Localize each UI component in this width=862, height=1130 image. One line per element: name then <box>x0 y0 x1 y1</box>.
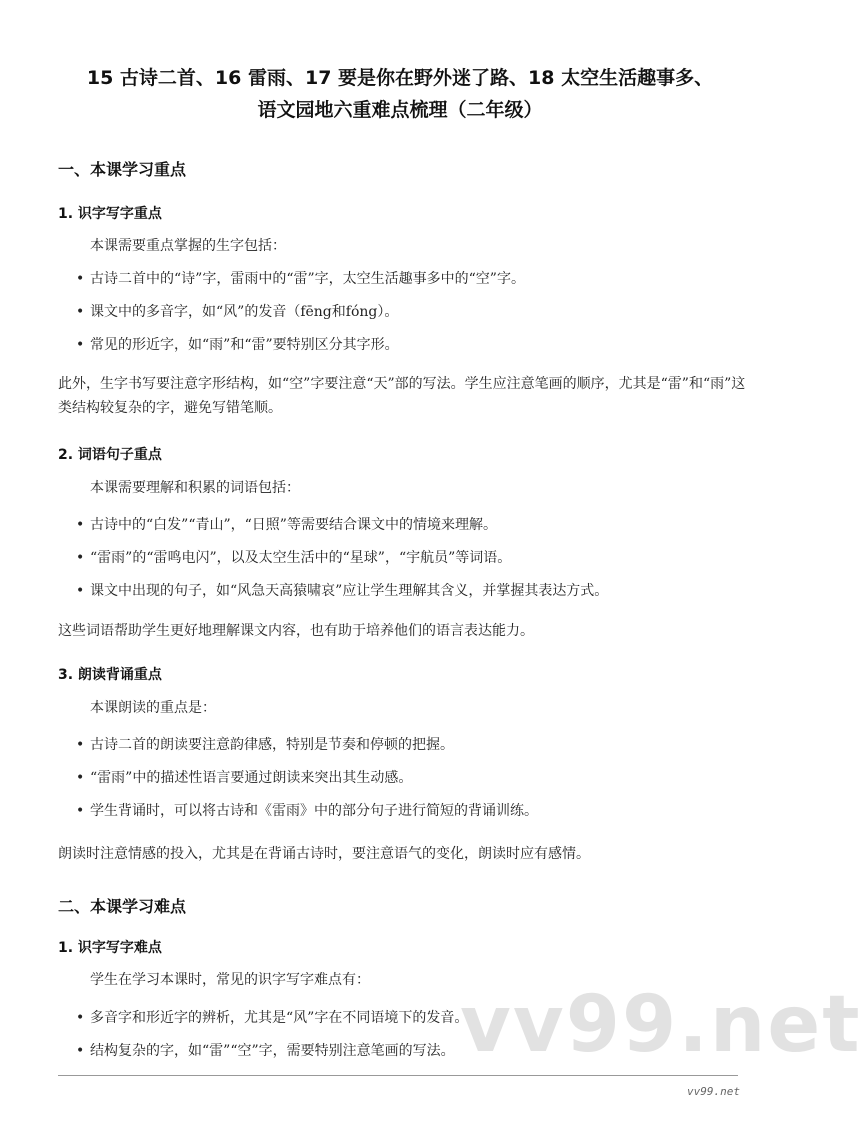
list-item: • 结构复杂的字，如“雷”“空”字，需要特别注意笔画的写法。 <box>76 1043 455 1059</box>
list-item: • “雷雨”中的描述性语言要通过朗读来突出其生动感。 <box>76 770 413 786</box>
paragraph: 这些词语帮助学生更好地理解课文内容，也有助于培养他们的语言表达能力。 <box>58 623 534 639</box>
intro-text: 学生在学习本课时，常见的识字写字难点有： <box>90 972 370 988</box>
bullet-icon: • <box>76 304 85 320</box>
subheading-vocabulary: 2. 词语句子重点 <box>58 447 162 463</box>
bullet-icon: • <box>76 550 85 566</box>
bullet-icon: • <box>76 583 85 599</box>
bullet-icon: • <box>76 1010 85 1026</box>
bullet-icon: • <box>76 803 85 819</box>
footer-site: vv99.net <box>687 1085 740 1098</box>
subheading-literacy: 1. 识字写字重点 <box>58 206 162 222</box>
bullet-icon: • <box>76 770 85 786</box>
subheading-reading: 3. 朗读背诵重点 <box>58 667 162 683</box>
list-item: • 古诗二首的朗读要注意韵律感，特别是节奏和停顿的把握。 <box>76 737 454 753</box>
list-item: • 古诗中的“白发”“青山”，“日照”等需要结合课文中的情境来理解。 <box>76 517 497 533</box>
paragraph: 朗读时注意情感的投入，尤其是在背诵古诗时，要注意语气的变化，朗读时应有感情。 <box>58 846 590 862</box>
title-line-1: 15 古诗二首、16 雷雨、17 要是你在野外迷了路、18 太空生活趣事多、 <box>86 67 714 89</box>
list-item: • 古诗二首中的“诗”字，雷雨中的“雷”字，太空生活趣事多中的“空”字。 <box>76 271 525 287</box>
list-item: • “雷雨”的“雷鸣电闪”，以及太空生活中的“星球”，“宇航员”等词语。 <box>76 550 512 566</box>
bullet-icon: • <box>76 737 85 753</box>
list-item: • 课文中出现的句子，如“风急天高猿啸哀”应让学生理解其含义，并掌握其表达方式。 <box>76 583 609 599</box>
subheading-literacy-difficulties: 1. 识字写字难点 <box>58 940 162 956</box>
page-title <box>40 62 760 126</box>
bullet-icon: • <box>76 1043 85 1059</box>
list-item: • 课文中的多音字，如“风”的发音（fēng和fóng）。 <box>76 304 399 320</box>
intro-text: 本课需要理解和积累的词语包括： <box>90 480 300 496</box>
watermark: vv99.net <box>460 980 862 1070</box>
bullet-icon: • <box>76 517 85 533</box>
bullet-icon: • <box>76 337 85 353</box>
intro-text: 本课朗读的重点是： <box>90 700 216 716</box>
bullet-icon: • <box>76 271 85 287</box>
paragraph: 此外，生字书写要注意字形结构，如“空”字要注意“天”部的写法。学生应注意笔画的顺序，尤其是“雷”和“雨”这类结构较复杂的字，避免写错笔顺。 <box>58 376 746 416</box>
footer-divider <box>58 1075 738 1076</box>
list-item: • 多音字和形近字的辨析，尤其是“风”字在不同语境下的发音。 <box>76 1010 469 1026</box>
intro-text: 本课需要重点掌握的生字包括： <box>90 238 286 254</box>
section-heading-difficulties: 二、本课学习难点 <box>58 897 187 916</box>
list-item: • 学生背诵时，可以将古诗和《雷雨》中的部分句子进行简短的背诵训练。 <box>76 803 538 819</box>
section-heading-key-points: 一、本课学习重点 <box>58 160 187 179</box>
title-line-2: 语文园地六重难点梳理（二年级） <box>257 99 543 121</box>
list-item: • 常见的形近字，如“雨”和“雷”要特别区分其字形。 <box>76 337 399 353</box>
